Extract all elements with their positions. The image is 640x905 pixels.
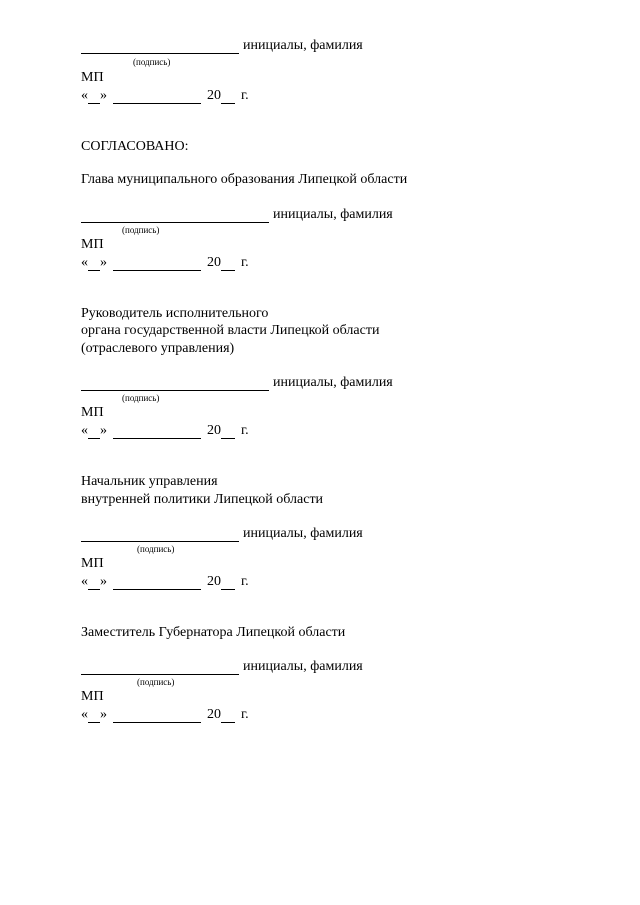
seal-label: МП <box>81 556 104 571</box>
block-2-title: Руководитель исполнительного <box>81 306 269 321</box>
date-row-3: « » 20 г. <box>81 574 249 589</box>
signature-row-4 <box>81 659 363 675</box>
seal-label: МП <box>81 70 104 85</box>
signature-underline <box>81 662 239 675</box>
initials-label: инициалы, фамилия <box>243 38 363 53</box>
signature-row-3 <box>81 526 363 542</box>
signature-underline <box>81 210 269 223</box>
seal-label: МП <box>81 405 104 420</box>
initials-label: инициалы, фамилия <box>243 659 363 674</box>
agreed-heading: СОГЛАСОВАНО: <box>81 139 189 154</box>
date-row-2: « » 20 г. <box>81 423 249 438</box>
signature-caption: (подпись) <box>133 57 171 67</box>
block-2-title: (отраслевого управления) <box>81 341 235 356</box>
initials-label: инициалы, фамилия <box>273 375 393 390</box>
block-1-title: Глава муниципального образования Липецкой области <box>81 172 408 187</box>
signature-caption: (подпись) <box>122 225 160 235</box>
initials-label: инициалы, фамилия <box>273 207 393 222</box>
block-2-title: органа государственной власти Липецкой области <box>81 323 380 338</box>
signature-row-1 <box>81 207 393 223</box>
signature-underline <box>81 41 239 54</box>
signature-underline <box>81 378 269 391</box>
initials-label: инициалы, фамилия <box>243 526 363 541</box>
date-row-0: « » 20 г. <box>81 88 249 103</box>
signature-row-2 <box>81 375 393 391</box>
signature-caption: (подпись) <box>137 544 175 554</box>
date-row-4: « » 20 г. <box>81 707 249 722</box>
seal-label: МП <box>81 237 104 252</box>
block-3-title: внутренней политики Липецкой области <box>81 492 324 507</box>
signature-row-0 <box>81 38 363 54</box>
date-row-1: « » 20 г. <box>81 255 249 270</box>
signature-caption: (подпись) <box>137 677 175 687</box>
signature-caption: (подпись) <box>122 393 160 403</box>
seal-label: МП <box>81 689 104 704</box>
signature-underline <box>81 529 239 542</box>
block-3-title: Начальник управления <box>81 474 218 489</box>
block-4-title: Заместитель Губернатора Липецкой области <box>81 625 346 640</box>
